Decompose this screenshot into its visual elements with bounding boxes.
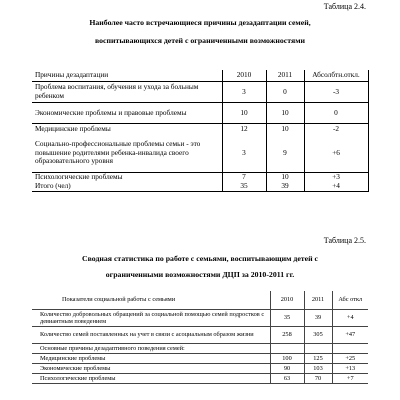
table2-header-row	[32, 291, 368, 310]
row-label-section: Основные причины дезадаптивного поведения семей:	[32, 344, 270, 354]
cell-2010: 3	[222, 134, 266, 173]
table2-header-2010: 2010	[270, 291, 304, 310]
cell-2010: 35	[222, 182, 266, 192]
cell-2011: 0	[266, 82, 304, 103]
row-label: Социально-профессиональные проблемы семьи - это повышение родителями ребенка-инвалида своего образовательного уровня	[32, 134, 222, 173]
table-row	[32, 82, 368, 103]
row-label: Количество семей поставленных на учет в связи с асоциальным образом жизни	[32, 327, 270, 344]
table1-header-cause: Причины дезадаптации	[32, 70, 222, 82]
table2-title-line2: ограниченными возможностями ДЦП за 2010-2011 гг.	[105, 270, 295, 279]
cell-2011: 10	[266, 103, 304, 124]
table-row	[32, 364, 368, 374]
row-label: Экономические проблемы и правовые проблемы	[32, 103, 222, 124]
table2-caption: Таблица 2.5.	[323, 236, 366, 245]
table2-header-2011: 2011	[304, 291, 332, 310]
cell-abs-dev: 0	[304, 103, 368, 124]
cell-2011: 10	[266, 124, 304, 135]
cell-2010: 63	[270, 374, 304, 384]
table-row	[32, 134, 368, 173]
table-row	[32, 182, 368, 192]
cell-2011: 103	[304, 364, 332, 374]
table-row	[32, 103, 368, 124]
table1-header-2010: 2010	[222, 70, 266, 82]
table2-header-indicators: Показатели социальной работы с семьями	[32, 291, 270, 310]
table1-header-row	[32, 70, 368, 82]
cell-abs-dev: +3	[304, 173, 368, 183]
cell-abs-dev: +13	[332, 364, 368, 374]
cell-abs-dev: +7	[332, 374, 368, 384]
table1-title-line2: воспитывающихся детей с ограниченными возможностями	[95, 36, 305, 45]
table-row	[32, 310, 368, 327]
cell-2010: 258	[270, 327, 304, 344]
row-label: Проблема воспитания, обучения и ухода за больным ребенком	[32, 82, 222, 103]
cell-2011: 9	[266, 134, 304, 173]
table1-title-line1: Наиболее часто встречающиеся причины дезадаптации семей,	[89, 18, 311, 27]
cell-2010: 3	[222, 82, 266, 103]
cell-2010: 90	[270, 364, 304, 374]
cell-2011: 39	[304, 310, 332, 327]
table2	[32, 291, 368, 384]
cell-abs-dev	[332, 344, 368, 354]
table-row	[32, 374, 368, 384]
cell-abs-dev: -3	[304, 82, 368, 103]
cell-2011	[304, 344, 332, 354]
row-label: Психологические проблемы	[35, 172, 123, 182]
cell-2010: 12	[222, 124, 266, 135]
table1-caption: Таблица 2.4.	[323, 2, 366, 11]
cell-2011: 10	[266, 173, 304, 183]
row-label: Медицинские проблемы	[35, 123, 111, 133]
table-row	[32, 327, 368, 344]
table1	[32, 70, 369, 192]
cell-abs-dev: +4	[304, 182, 368, 192]
table-row	[32, 173, 368, 183]
row-label: Психологические проблемы	[32, 374, 270, 384]
cell-2011: 39	[266, 182, 304, 192]
cell-2011: 305	[304, 327, 332, 344]
cell-2010	[270, 344, 304, 354]
row-label: Экономические проблемы	[32, 364, 270, 374]
cell-abs-dev: +4	[332, 310, 368, 327]
cell-abs-dev: +47	[332, 327, 368, 344]
row-label: Количество добровольных обращений за социальной помощью семей подростков с девиантным поведением	[32, 310, 270, 327]
cell-abs-dev: +6	[304, 134, 368, 173]
table-row	[32, 124, 368, 135]
cell-2010: 35	[270, 310, 304, 327]
cell-2011: 125	[304, 354, 332, 364]
table2-title-line1: Сводная статистика по работе с семьями, воспитывающим детей с	[82, 254, 318, 263]
cell-abs-dev: +25	[332, 354, 368, 364]
row-label-total: Итого (чел)	[32, 182, 222, 192]
cell-abs-dev: -2	[304, 124, 368, 135]
cell-2011: 70	[304, 374, 332, 384]
table2-header-abs-dev: Абс откл	[332, 291, 368, 310]
cell-2010: 100	[270, 354, 304, 364]
table-row	[32, 344, 368, 354]
cell-2010: 10	[222, 103, 266, 124]
row-label: Медицинские проблемы	[32, 354, 270, 364]
table-row	[32, 354, 368, 364]
table1-header-2011: 2011	[266, 70, 304, 82]
table1-header-abs-dev: Абсолбтн.откл.	[304, 70, 368, 82]
cell-2010: 7	[222, 173, 266, 183]
